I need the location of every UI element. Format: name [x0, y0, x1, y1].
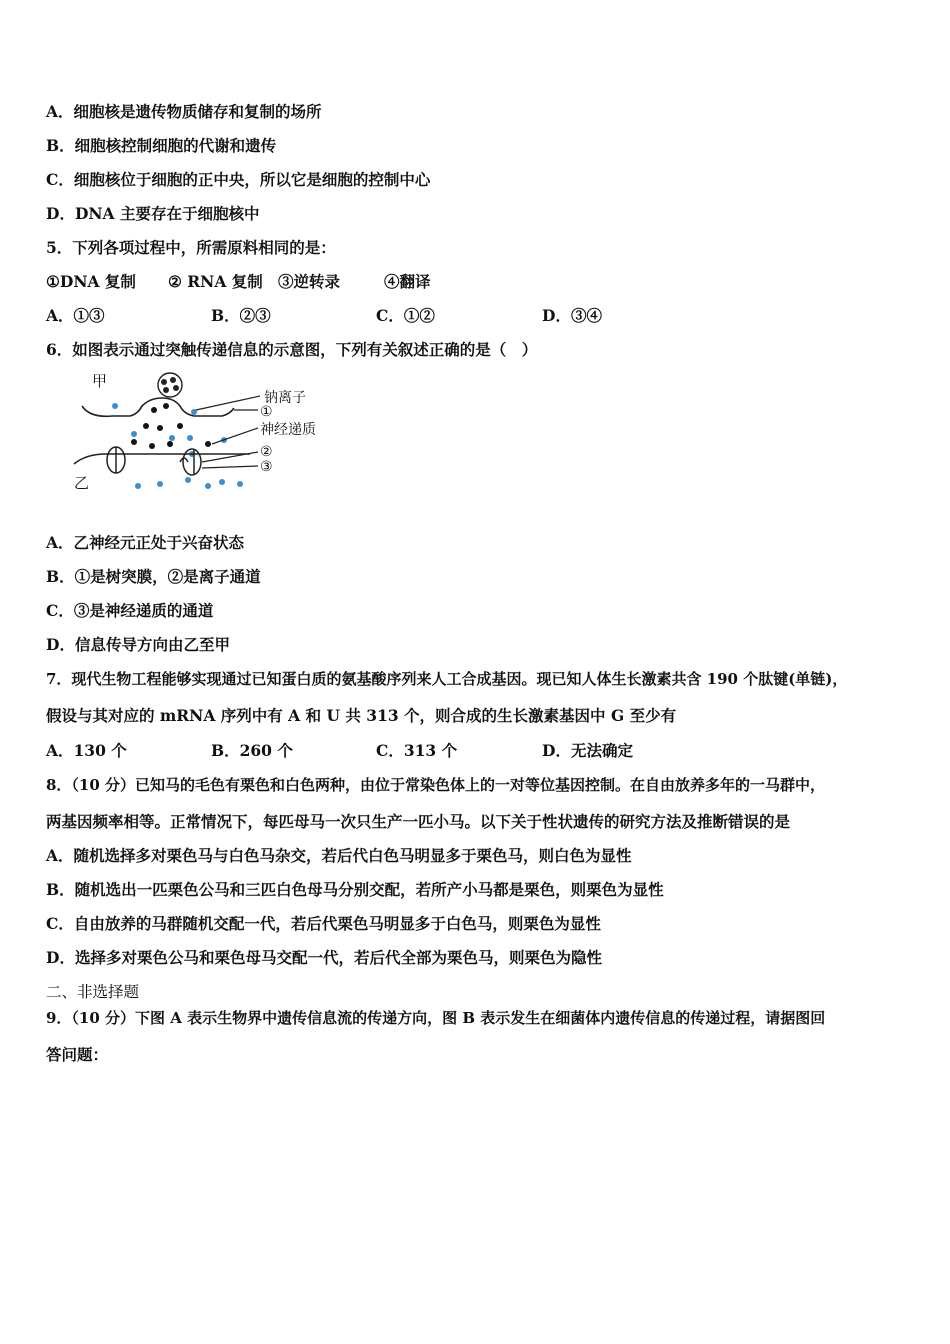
q5-option-b: B．②③	[211, 306, 271, 325]
label-3: ③	[260, 459, 273, 475]
label-sodium: 钠离子	[264, 390, 306, 406]
q4-option-c: C．细胞核位于细胞的正中央，所以它是细胞的控制中心	[46, 170, 431, 189]
q5-process-4: ④翻译	[384, 272, 431, 291]
q5-process-1: ①DNA 复制	[46, 272, 136, 291]
q5-process-3: ③逆转录	[278, 272, 341, 291]
label-2: ②	[260, 444, 273, 460]
q8-option-a: A．随机选择多对栗色马与白色马杂交，若后代白色马明显多于栗色马，则白色为显性	[46, 846, 632, 865]
synaptic-vesicle	[158, 373, 182, 397]
label-1: ①	[260, 404, 273, 420]
q7-option-c: C．313 个	[376, 741, 458, 760]
q8-option-c: C．自由放养的马群随机交配一代，若后代栗色马明显多于白色马，则栗色为显性	[46, 914, 601, 933]
q8-option-d: D．选择多对栗色公马和栗色母马交配一代，若后代全部为栗色马，则栗色为隐性	[46, 948, 602, 967]
synapse-diagram	[72, 368, 362, 498]
q8-option-b: B．随机选出一匹栗色公马和三匹白色母马分别交配，若所产小马都是栗色，则栗色为显性	[46, 880, 664, 899]
q5-stem: 5．下列各项过程中，所需原料相同的是：	[46, 238, 336, 257]
label-yi: 乙	[74, 474, 90, 492]
q4-option-a: A．细胞核是遗传物质储存和复制的场所	[46, 102, 322, 121]
q5-option-d: D．③④	[542, 306, 602, 325]
q7-stem-line2: 假设与其对应的 mRNA 序列中有 A 和 U 共 313 个，则合成的生长激素基因中 G 至少有	[46, 706, 677, 725]
q5-option-c: C．①②	[376, 306, 435, 325]
leader-lines	[196, 396, 260, 468]
q9-stem-line2: 答问题：	[46, 1045, 109, 1064]
label-neurotransmitter: 神经递质	[260, 422, 316, 438]
q4-option-b: B．细胞核控制细胞的代谢和遗传	[46, 136, 277, 155]
q4-option-d: D．DNA 主要存在于细胞核中	[46, 204, 260, 223]
section-heading: 二、非选择题	[46, 983, 140, 1001]
q5-option-a: A．①③	[46, 306, 105, 325]
ion-channel	[107, 447, 125, 473]
q6-option-a: A．乙神经元正处于兴奋状态	[46, 533, 245, 552]
q9-stem-line1: 9．（10 分）下图 A 表示生物界中遗传信息流的传递方向，图 B 表示发生在细菌体内遗传信息的传递过程，请据图回	[46, 1009, 826, 1027]
q7-stem-line1: 7．现代生物工程能够实现通过已知蛋白质的氨基酸序列来人工合成基因。现已知人体生长激素共含 190 个肽键(单链)，	[46, 670, 848, 688]
label-jia: 甲	[92, 372, 108, 390]
q8-stem-line1: 8．（10 分）已知马的毛色有栗色和白色两种，由位于常染色体上的一对等位基因控制。在自由放养多年的一马群中，	[46, 776, 826, 794]
q7-option-a: A．130 个	[46, 741, 127, 760]
postsynaptic-membrane	[74, 454, 250, 464]
q5-process-2: ② RNA 复制	[168, 272, 263, 291]
q7-option-b: B．260 个	[211, 741, 293, 760]
q6-option-d: D．信息传导方向由乙至甲	[46, 635, 230, 654]
q8-stem-line2: 两基因频率相等。正常情况下，每匹母马一次只生产一匹小马。以下关于性状遗传的研究方法及推断错误的是	[46, 812, 791, 831]
q6-stem: 6．如图表示通过突触传递信息的示意图，下列有关叙述正确的是（ ）	[46, 340, 538, 359]
q7-option-d: D．无法确定	[542, 741, 633, 760]
q6-option-b: B．①是树突膜，②是离子通道	[46, 567, 261, 586]
q6-option-c: C．③是神经递质的通道	[46, 601, 214, 620]
